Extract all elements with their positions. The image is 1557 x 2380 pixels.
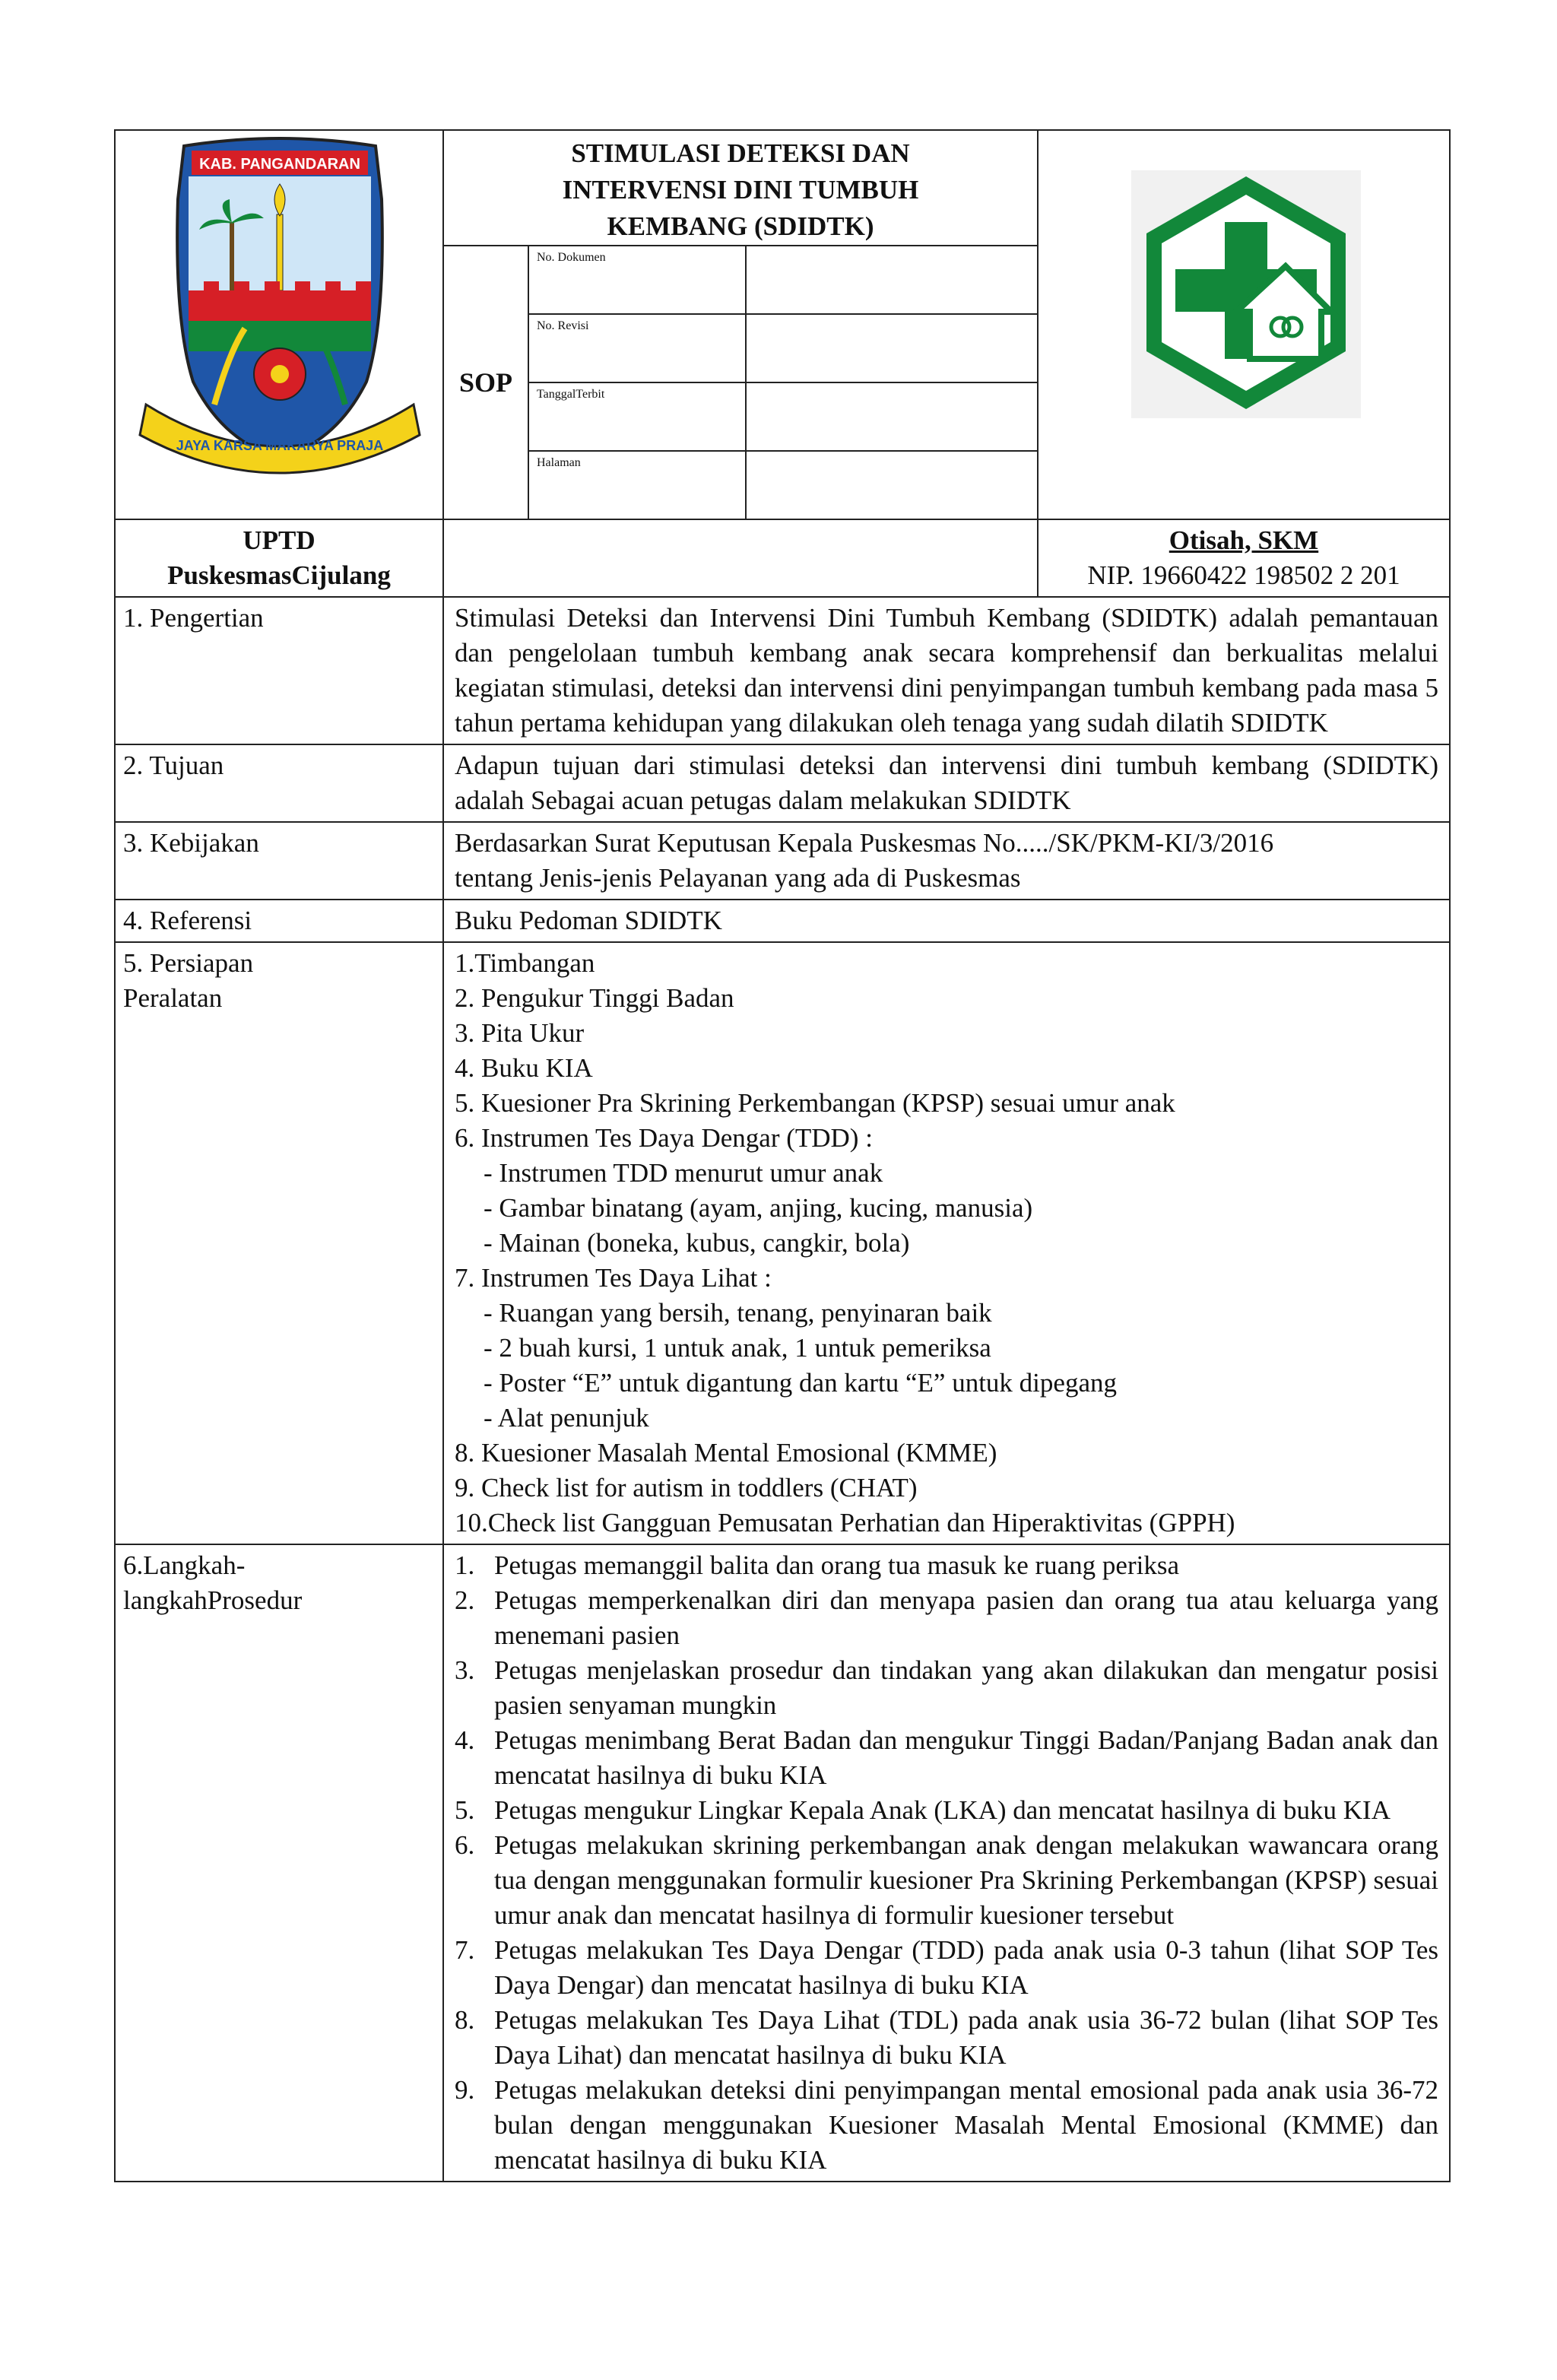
- step-text: Petugas melakukan deteksi dini penyimpangan mental emosional pada anak usia 36-72 bulan dengan menggunakan Kuesioner Masalah Mental Emosional (KMME) dan mencatat hasilnya di buku KIA: [494, 2075, 1438, 2175]
- meta-value-no-dokumen: [746, 246, 1038, 314]
- step-text: Petugas memanggil balita dan orang tua masuk ke ruang periksa: [494, 1550, 1179, 1580]
- sub-list-item: - Poster “E” untuk digantung dan kartu “E” untuk dipegang: [484, 1368, 1117, 1398]
- procedure-step: [455, 1653, 1438, 1723]
- list-item: 5. Kuesioner Pra Skrining Perkembangan (KPSP) sesuai umur anak: [455, 1088, 1175, 1118]
- meta-label-no-dokumen: No. Dokumen: [528, 246, 746, 314]
- procedure-step: [455, 1793, 1438, 1828]
- meta-label-tanggal-terbit: TanggalTerbit: [528, 382, 746, 451]
- sub-list-item: - Alat penunjuk: [484, 1403, 649, 1433]
- list-peralatan: [443, 942, 1450, 1544]
- sub-list-item: - Ruangan yang bersih, tenang, penyinaran baik: [484, 1298, 992, 1328]
- procedure-step: [455, 2003, 1438, 2073]
- sign-middle-cell: [443, 519, 1038, 597]
- sub-list-item: - 2 buah kursi, 1 untuk anak, 1 untuk pemeriksa: [484, 1333, 991, 1363]
- step-text: Petugas memperkenalkan diri dan menyapa pasien dan orang tua atau keluarga yang menemani pasien: [494, 1585, 1438, 1650]
- list-item: 7. Instrumen Tes Daya Lihat :: [455, 1263, 772, 1293]
- list-item: 8. Kuesioner Masalah Mental Emosional (KMME): [455, 1438, 997, 1468]
- persiapan-label-line-1: 5. Persiapan: [123, 948, 254, 978]
- procedure-step: [455, 1583, 1438, 1653]
- step-number: 8.: [455, 2005, 475, 2035]
- signer-nip: NIP. 19660422 198502 2 201: [1087, 560, 1400, 590]
- kebijakan-line-1: Berdasarkan Surat Keputusan Kepala Puskesmas No...../SK/PKM-KI/3/2016: [455, 828, 1274, 858]
- step-number: 5.: [455, 1795, 475, 1825]
- logo-ribbon-text: JAYA KARSA MAKARYA PRAJA: [176, 438, 384, 453]
- regency-logo-cell: [115, 130, 443, 519]
- procedure-step: [455, 1828, 1438, 1933]
- step-text: Petugas melakukan Tes Daya Dengar (TDD) pada anak usia 0-3 tahun (lihat SOP Tes Daya Dengar) dan mencatat hasilnya di buku KIA: [494, 1935, 1438, 2000]
- meta-label-halaman: Halaman: [528, 451, 746, 519]
- prosedur-label-line-1: 6.Langkah-: [123, 1550, 246, 1580]
- kebijakan-line-2: tentang Jenis-jenis Pelayanan yang ada di Puskesmas: [455, 863, 1021, 893]
- list-item: 4. Buku KIA: [455, 1053, 593, 1083]
- header-table: [114, 129, 1451, 520]
- sop-document: [114, 129, 1449, 2182]
- list-prosedur: [443, 1544, 1450, 2182]
- step-number: 4.: [455, 1725, 475, 1755]
- sub-list-item: - Gambar binatang (ayam, anjing, kucing, manusia): [484, 1193, 1033, 1223]
- sub-list-item: - Mainan (boneka, kubus, cangkir, bola): [484, 1228, 910, 1258]
- title-line-3: KEMBANG (SDIDTK): [607, 211, 874, 241]
- meta-value-tanggal-terbit: [746, 382, 1038, 451]
- sub-list-item: - Instrumen TDD menurut umur anak: [484, 1158, 883, 1188]
- organization-cell: [115, 519, 443, 597]
- org-line-2: PuskesmasCijulang: [167, 560, 391, 590]
- label-persiapan: [115, 942, 443, 1544]
- signer-cell: [1038, 519, 1450, 597]
- step-text: Petugas melakukan skrining perkembangan anak dengan melakukan wawancara orang tua dengan menggunakan formulir kuesioner Pra Skrining Perkembangan (KPSP) sesuai umur anak dan mencatat hasilnya di formulir kuesioner tersebut: [494, 1830, 1438, 1930]
- procedure-step: [455, 1723, 1438, 1793]
- signer-name: Otisah, SKM: [1169, 525, 1319, 555]
- list-item: 3. Pita Ukur: [455, 1018, 585, 1048]
- procedure-step: [455, 1933, 1438, 2003]
- title-line-2: INTERVENSI DINI TUMBUH: [562, 175, 919, 205]
- label-tujuan: 2. Tujuan: [115, 744, 443, 822]
- step-number: 6.: [455, 1830, 475, 1860]
- regency-emblem-icon: [116, 131, 444, 484]
- meta-label-no-revisi: No. Revisi: [528, 314, 746, 382]
- list-item: 9. Check list for autism in toddlers (CHAT): [455, 1473, 918, 1503]
- document-title: [443, 130, 1038, 246]
- label-prosedur: [115, 1544, 443, 2182]
- text-pengertian: Stimulasi Deteksi dan Intervensi Dini Tumbuh Kembang (SDIDTK) adalah pemantauan dan pengelolaan tumbuh kembang anak secara komprehensif dan berkualitas melalui kegiatan stimulasi, deteksi dan intervensi dini penyimpangan tumbuh kembang pada masa 5 tahun pertama kehidupan yang dilakukan oleh tenaga yang sudah dilatih SDIDTK: [443, 597, 1450, 744]
- meta-value-no-revisi: [746, 314, 1038, 382]
- step-number: 7.: [455, 1935, 475, 1965]
- list-item: 1.Timbangan: [455, 948, 595, 978]
- label-kebijakan: 3. Kebijakan: [115, 822, 443, 900]
- step-text: Petugas menimbang Berat Badan dan mengukur Tinggi Badan/Panjang Badan anak dan mencatat hasilnya di buku KIA: [494, 1725, 1438, 1790]
- step-text: Petugas melakukan Tes Daya Lihat (TDL) pada anak usia 36-72 bulan (lihat SOP Tes Daya Lihat) dan mencatat hasilnya di buku KIA: [494, 2005, 1438, 2070]
- meta-value-halaman: [746, 451, 1038, 519]
- puskesmas-cross-logo-icon: [1039, 131, 1451, 484]
- label-pengertian: 1. Pengertian: [115, 597, 443, 744]
- step-number: 3.: [455, 1655, 475, 1685]
- list-item: 2. Pengukur Tinggi Badan: [455, 983, 734, 1013]
- persiapan-label-line-2: Peralatan: [123, 983, 223, 1013]
- puskesmas-logo-cell: [1038, 130, 1450, 519]
- label-referensi: 4. Referensi: [115, 900, 443, 942]
- text-referensi: Buku Pedoman SDIDTK: [443, 900, 1450, 942]
- content-table: [114, 519, 1451, 2182]
- step-text: Petugas menjelaskan prosedur dan tindakan yang akan dilakukan dan mengatur posisi pasien senyaman mungkin: [494, 1655, 1438, 1720]
- procedure-step: [455, 1548, 1438, 1583]
- prosedur-label-line-2: langkahProsedur: [123, 1585, 303, 1615]
- step-number: 9.: [455, 2075, 475, 2105]
- title-line-1: STIMULASI DETEKSI DAN: [571, 138, 910, 168]
- sop-label: SOP: [443, 246, 528, 519]
- list-item: 10.Check list Gangguan Pemusatan Perhatian dan Hiperaktivitas (GPPH): [455, 1508, 1235, 1537]
- procedure-step: [455, 2073, 1438, 2178]
- logo-banner-text: KAB. PANGANDARAN: [199, 156, 360, 173]
- step-number: 2.: [455, 1585, 475, 1615]
- text-kebijakan: [443, 822, 1450, 900]
- list-item: 6. Instrumen Tes Daya Dengar (TDD) :: [455, 1123, 873, 1153]
- step-number: 1.: [455, 1550, 475, 1580]
- text-tujuan: Adapun tujuan dari stimulasi deteksi dan intervensi dini tumbuh kembang (SDIDTK) adalah Sebagai acuan petugas dalam melakukan SDIDTK: [443, 744, 1450, 822]
- step-text: Petugas mengukur Lingkar Kepala Anak (LKA) dan mencatat hasilnya di buku KIA: [494, 1795, 1391, 1825]
- org-line-1: UPTD: [243, 525, 316, 555]
